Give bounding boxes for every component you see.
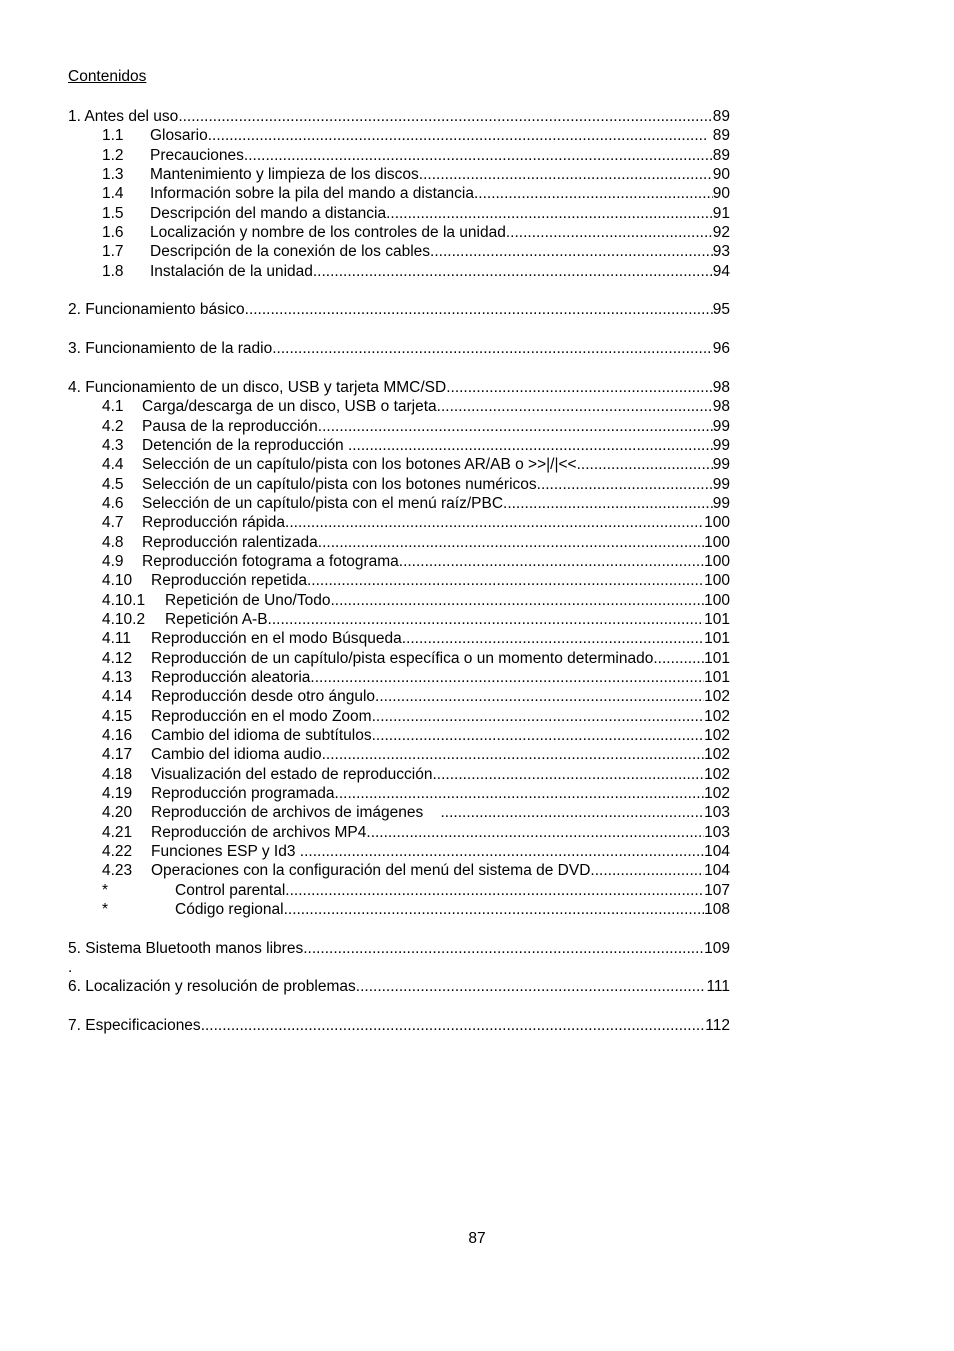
toc-entry-title: Repetición de Uno/Todo .....: [165, 591, 704, 610]
toc-entry-title: Reproducción en el modo Búsqueda .....: [151, 629, 704, 648]
toc-entry-title: Código regional .....: [175, 900, 704, 919]
toc-entry: [68, 687, 738, 706]
toc-entry-number: 4.21: [102, 823, 133, 841]
toc-entry-title: Instalación de la unidad .....: [150, 262, 713, 281]
toc-entry-title: Selección de un capítulo/pista con los botones numéricos .....: [142, 475, 713, 494]
toc-entry: [68, 339, 738, 358]
toc-entry: [68, 455, 738, 474]
toc-entry-number: 4.8: [102, 533, 124, 551]
toc-entry-number: 4.14: [102, 688, 133, 706]
toc-entry-title: Funciones ESP y Id3 .....: [151, 842, 704, 861]
toc-entry: [68, 745, 738, 764]
toc-entry-title: Reproducción ralentizada .....: [142, 533, 704, 552]
toc-entry: [68, 1016, 738, 1035]
toc-entry: [68, 977, 738, 996]
toc-entry-number: 4.4: [102, 456, 124, 474]
toc-entry-number: 4.2: [102, 417, 124, 435]
toc-entry-page: 101: [704, 668, 730, 686]
toc-entry-page: 100: [704, 591, 730, 609]
toc-entry: [68, 475, 738, 494]
toc-entry-title: Repetición A-B .....: [165, 610, 704, 629]
toc-entry-page: 111: [706, 978, 730, 996]
toc-entry-title: Reproducción rápida .....: [142, 513, 704, 532]
toc-entry: [68, 610, 738, 629]
toc-entry-title: Pausa de la reproducción .....: [142, 417, 713, 436]
toc-entry-title: 1. Antes del uso .....: [68, 107, 713, 126]
toc-entry-page: 100: [704, 552, 730, 570]
toc-entry-number: 1.1: [102, 127, 124, 145]
toc-entry-title: Reproducción fotograma a fotograma .....: [142, 552, 704, 571]
toc-entry-page: 98: [712, 398, 730, 416]
toc-entry-page: 104: [704, 843, 730, 861]
toc-entry-page: 103: [704, 804, 730, 822]
toc-entry-page: 90: [712, 166, 730, 184]
toc-entry-title: Reproducción aleatoria .....: [151, 668, 704, 687]
toc-entry-number: 4.1: [102, 398, 124, 416]
toc-entry-number: 4.7: [102, 514, 124, 532]
toc-entry-page: 100: [704, 533, 730, 551]
toc-entry-title: Reproducción de archivos de imágenes .....: [151, 803, 704, 822]
toc-entry: [68, 707, 738, 726]
stray-dot-text: .: [68, 959, 73, 977]
toc-entry: [68, 378, 738, 397]
toc-entry-title: 5. Sistema Bluetooth manos libres .....: [68, 939, 704, 958]
toc-entry-page: 100: [704, 514, 730, 532]
toc-entry: [68, 107, 738, 126]
toc-entry: [68, 765, 738, 784]
toc-entry: [68, 552, 738, 571]
toc-entry-page: 92: [712, 224, 730, 242]
table-of-contents: [68, 107, 738, 1036]
toc-entry: [68, 900, 738, 919]
toc-entry-number: 4.20: [102, 804, 133, 822]
toc-entry-title: Glosario .....: [150, 126, 708, 145]
toc-entry-page: 102: [704, 688, 730, 706]
toc-entry: [68, 397, 738, 416]
toc-entry-title: Reproducción de un capítulo/pista específica o un momento determinado. .....: [151, 649, 704, 668]
toc-entry: [68, 533, 738, 552]
toc-entry-page: 99: [712, 417, 730, 435]
toc-entry: [68, 881, 738, 900]
toc-entry-title: 3. Funcionamiento de la radio .....: [68, 339, 713, 358]
toc-entry: [68, 939, 738, 958]
page-number: 87: [468, 1230, 486, 1247]
toc-entry-number: 1.6: [102, 224, 124, 242]
toc-entry: [68, 262, 738, 281]
toc-entry-number: 4.10: [102, 572, 133, 590]
toc-entry: [68, 242, 738, 261]
toc-entry-title: Reproducción repetida .....: [151, 571, 704, 590]
toc-entry-page: 99: [712, 475, 730, 493]
toc-entry-title: Información sobre la pila del mando a distancia .....: [150, 184, 713, 203]
toc-entry-number: 4.9: [102, 552, 124, 570]
toc-entry-number: 4.5: [102, 475, 124, 493]
toc-entry-number: 4.23: [102, 862, 133, 880]
toc-entry: [68, 629, 738, 648]
toc-entry-title: 2. Funcionamiento básico .....: [68, 300, 713, 319]
toc-entry-number: 4.16: [102, 727, 133, 744]
toc-entry-title: Mantenimiento y limpieza de los discos .....: [150, 165, 713, 184]
toc-entry-title: Carga/descarga de un disco, USB o tarjeta .....: [142, 397, 713, 416]
toc-entry: [68, 668, 738, 687]
toc-entry: [68, 571, 738, 590]
toc-entry-number: 1.8: [102, 262, 124, 280]
toc-entry-page: 89: [708, 127, 730, 145]
toc-entry-number: 4.17: [102, 746, 133, 764]
toc-entry-title: Reproducción en el modo Zoom .....: [151, 707, 704, 726]
toc-entry: [68, 126, 738, 145]
toc-entry-title: Reproducción desde otro ángulo .....: [151, 687, 704, 706]
toc-entry-page: 102: [704, 707, 730, 725]
toc-entry-number: 4.13: [102, 668, 133, 686]
toc-entry-page: 89: [712, 146, 730, 164]
toc-entry: [68, 204, 738, 223]
toc-entry: [68, 417, 738, 436]
toc-entry-title: 4. Funcionamiento de un disco, USB y tarjeta MMC/SD .....: [68, 378, 713, 397]
toc-entry-page: 99: [712, 494, 730, 512]
toc-entry-page: 96: [712, 340, 730, 358]
toc-entry-title: Visualización del estado de reproducción .....: [151, 765, 704, 784]
toc-entry-page: 90: [712, 185, 730, 203]
toc-entry: [68, 436, 738, 455]
toc-entry-page: 95: [712, 301, 730, 319]
toc-spacer: [68, 358, 738, 377]
toc-entry: [68, 300, 738, 319]
toc-entry-page: 102: [704, 746, 730, 764]
toc-entry-number: 4.10.2: [102, 610, 146, 628]
toc-entry-title: Control parental .....: [175, 881, 704, 900]
toc-entry-page: 104: [704, 862, 730, 880]
toc-entry-number: 4.15: [102, 707, 133, 725]
toc-entry-page: 102: [704, 765, 730, 783]
toc-entry: [68, 784, 738, 803]
toc-entry-title: Cambio del idioma de subtítulos .....: [151, 726, 704, 745]
toc-entry-number: 1.4: [102, 185, 124, 203]
toc-entry-page: 89: [712, 108, 730, 125]
toc-stray-dot: [68, 958, 738, 977]
toc-entry-page: 101: [704, 610, 730, 628]
toc-entry-page: 109: [704, 939, 730, 957]
toc-entry-page: 99: [712, 456, 730, 474]
toc-entry: [68, 591, 738, 610]
toc-entry-title: 6. Localización y resolución de problemas .....: [68, 977, 706, 996]
toc-entry-title: Precauciones .....: [150, 146, 713, 165]
toc-entry-page: 101: [704, 649, 730, 667]
toc-entry-number: *: [102, 881, 109, 899]
toc-entry-page: 102: [704, 785, 730, 803]
toc-entry: [68, 165, 738, 184]
toc-entry-title: Descripción de la conexión de los cables .....: [150, 242, 713, 261]
toc-entry-title: Detención de la reproducción .....: [142, 436, 713, 455]
toc-entry-number: 4.18: [102, 765, 133, 783]
toc-entry-title: Operaciones con la configuración del menú del sistema de DVD .....: [151, 861, 704, 880]
toc-entry-page: 93: [712, 243, 730, 261]
toc-entry-page: 94: [712, 262, 730, 280]
toc-entry-number: 4.10.1: [102, 591, 146, 609]
toc-entry: [68, 803, 738, 822]
toc-spacer: [68, 919, 738, 938]
toc-entry-page: 108: [704, 901, 730, 919]
toc-entry: [68, 842, 738, 861]
toc-heading: Contenidos: [68, 68, 147, 85]
toc-entry-number: 1.3: [102, 166, 124, 184]
toc-entry-number: 4.19: [102, 785, 133, 803]
toc-entry-number: 4.3: [102, 436, 124, 454]
toc-entry-number: *: [102, 901, 109, 919]
toc-spacer: [68, 281, 738, 300]
toc-entry-page: 98: [712, 378, 730, 396]
toc-entry-number: 4.11: [102, 630, 132, 648]
toc-entry-page: 112: [705, 1017, 730, 1035]
toc-entry: [68, 823, 738, 842]
toc-entry-page: 107: [704, 881, 730, 899]
toc-entry-page: 103: [704, 823, 730, 841]
toc-entry-page: 91: [712, 204, 730, 222]
toc-spacer: [68, 320, 738, 339]
toc-entry-number: 1.5: [102, 204, 124, 222]
toc-entry-title: Selección de un capítulo/pista con los botones AR/AB o >>|/|<< .....: [142, 455, 713, 474]
toc-entry-page: 100: [704, 572, 730, 590]
toc-entry-number: 4.22: [102, 843, 133, 861]
toc-entry-title: Reproducción de archivos MP4 .....: [151, 823, 704, 842]
toc-entry-page: 102: [704, 727, 730, 744]
toc-entry-page: 99: [712, 436, 730, 454]
toc-entry-title: Descripción del mando a distancia .....: [150, 204, 713, 223]
toc-entry-title: 7. Especificaciones .....: [68, 1016, 705, 1035]
toc-entry: [68, 861, 738, 880]
toc-entry: [68, 513, 738, 532]
toc-entry: [68, 184, 738, 203]
toc-entry-number: 4.6: [102, 494, 124, 512]
toc-entry: [68, 649, 738, 668]
toc-entry-number: 1.7: [102, 243, 124, 261]
toc-entry-title: Localización y nombre de los controles de la unidad .....: [150, 223, 713, 242]
toc-entry: [68, 726, 738, 745]
toc-entry: [68, 494, 738, 513]
toc-entry: [68, 146, 738, 165]
toc-entry: [68, 223, 738, 242]
toc-entry-title: Selección de un capítulo/pista con el menú raíz/PBC .....: [142, 494, 713, 513]
toc-spacer: [68, 997, 738, 1016]
toc-entry-number: 1.2: [102, 146, 124, 164]
toc-entry-page: 101: [704, 630, 730, 648]
toc-entry-title: Reproducción programada .....: [151, 784, 704, 803]
toc-entry-number: 4.12: [102, 649, 133, 667]
toc-entry-title: Cambio del idioma audio .....: [151, 745, 704, 764]
